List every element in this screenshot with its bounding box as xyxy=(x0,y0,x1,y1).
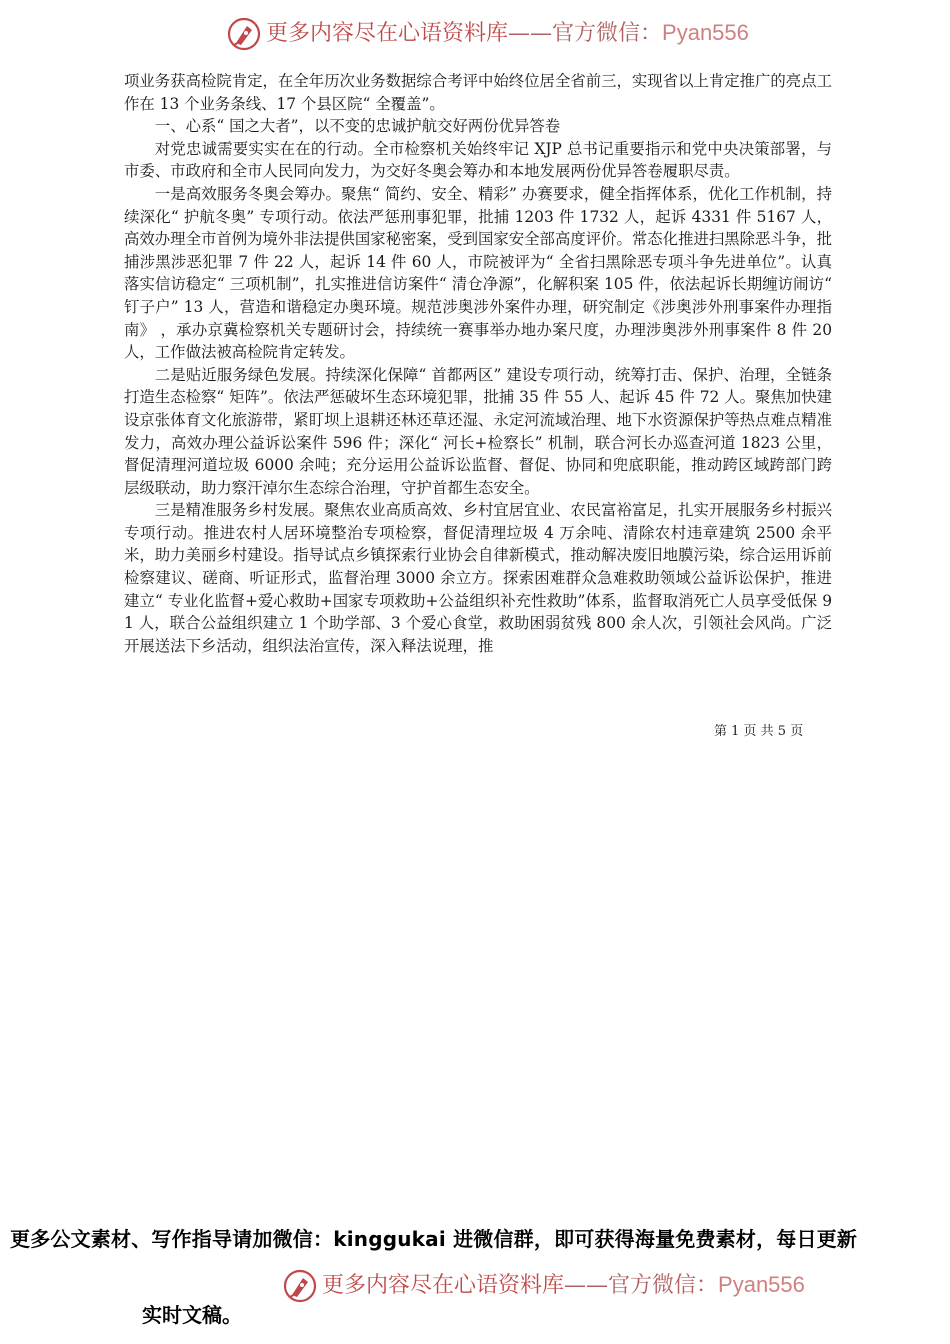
watermark-brand: 更多内容尽在心语资料库 xyxy=(322,1273,565,1298)
header-watermark xyxy=(0,14,950,54)
section-heading: 一、心系“ 国之大者”，以不变的忠诚护航交好两份优异答卷 xyxy=(154,117,561,136)
promo-line-continued: 实时文稿。 xyxy=(142,1303,242,1327)
watermark-separator: —— xyxy=(508,21,553,46)
watermark-official-label: 官方微信： xyxy=(608,1273,719,1298)
paragraph: 三是精准服务乡村发展。聚焦农业高质高效、乡村宜居宜业、农民富裕富足，扎实开展服务乡村振兴专项行动。推进农村人居环境整治专项检察，督促清理垃圾 4 万余吨、清除农村违章建筑 2500 余平米，助力美丽乡村建设。指导试点乡镇探索行业协会自律新模式，推动解决废旧地膜污染，综合运用诉前检察建议、磋商、听证形式，监督治理 3000 余立方。探索困难群众急难救助领域公益诉讼保护，推进建立“ 专业化监督+爱心救助+国家专项救助+公益组织补充性救助”体系，监督取消死亡人员享受低保 91 人，联合公益组织建立 1 个助学部、3 个爱心食堂，救助困弱贫残 800 余人次，引领社会风尚。广泛开展送法下乡活动，组织法治宣传，深入释法说理，推 xyxy=(124,501,832,655)
watermark-text xyxy=(322,1270,805,1301)
watermark-wechat-id: Pyan556 xyxy=(662,20,749,45)
paragraph: 项业务获高检院肯定，在全年历次业务数据综合考评中始终位居全省前三，实现省以上肯定推广的亮点工作在 13 个业务条线、17 个县区院“ 全覆盖”。 xyxy=(124,72,832,113)
pen-nib-logo-icon xyxy=(282,1268,318,1304)
document-body xyxy=(124,70,832,657)
paragraph: 二是贴近服务绿色发展。持续深化保障“ 首都两区” 建设专项行动，统筹打击、保护、治理，全链条打造生态检察“ 矩阵”。依法严惩破坏生态环境犯罪，批捕 35 件 55 人、起诉 45 件 72 人。聚焦加快建设京张体育文化旅游带，紧盯坝上退耕还林还草还湿、永定河流域治理、地下水资源保护等热点难点精准发力，高效办理公益诉讼案件 596 件；深化“ 河长+检察长” 机制，联合河长办巡查河道 1823 公里，督促清理河道垃圾 6000 余吨；充分运用公益诉讼监督、督促、协同和兜底职能，推动跨区域跨部门跨层级联动，助力察汗淖尔生态综合治理，守护首都生态安全。 xyxy=(124,365,832,497)
pen-nib-logo-icon xyxy=(226,16,262,52)
watermark-brand: 更多内容尽在心语资料库 xyxy=(266,21,509,46)
page-number: 第 1 页 共 5 页 xyxy=(714,724,804,739)
watermark-separator: —— xyxy=(564,1273,609,1298)
promo-line: 更多公文素材、写作指导请加微信：kinggukai 进微信群，即可获得海量免费素材，每日更新 xyxy=(10,1227,858,1251)
paragraph: 一是高效服务冬奥会筹办。聚焦“ 简约、安全、精彩” 办赛要求，健全指挥体系，优化工作机制，持续深化“ 护航冬奥” 专项行动。依法严惩刑事犯罪，批捕 1203 件 1732 人，起诉 4331 件 5167 人，高效办理全市首例为境外非法提供国家秘密案，受到国家安全部高度评价。常态化推进扫黑除恶斗争，批捕涉黑涉恶犯罪 7 件 22 人，起诉 14 件 60 人，市院被评为“ 全省扫黑除恶专项斗争先进单位”。认真落实信访稳定“ 三项机制”，扎实推进信访案件“ 清仓净源”，化解积案 105 件，依法起诉长期缠访闹访“ 钉子户” 13 人，营造和谐稳定办奥环境。规范涉奥涉外案件办理，研究制定《涉奥涉外刑事案件办理指南》 ，承办京冀检察机关专题研讨会，持续统一赛事举办地办案尺度，办理涉奥涉外刑事案件 8 件 20 人，工作做法被高检院肯定转发。 xyxy=(124,184,832,362)
paragraph: 对党忠诚需要实实在在的行动。全市检察机关始终牢记 XJP 总书记重要指示和党中央决策部署，与市委、市政府和全市人民同向发力，为交好冬奥会筹办和本地发展两份优异答卷履职尽责。 xyxy=(124,139,832,181)
watermark-official-label: 官方微信： xyxy=(552,21,663,46)
watermark-text xyxy=(266,18,749,49)
watermark-wechat-id: Pyan556 xyxy=(718,1272,805,1297)
